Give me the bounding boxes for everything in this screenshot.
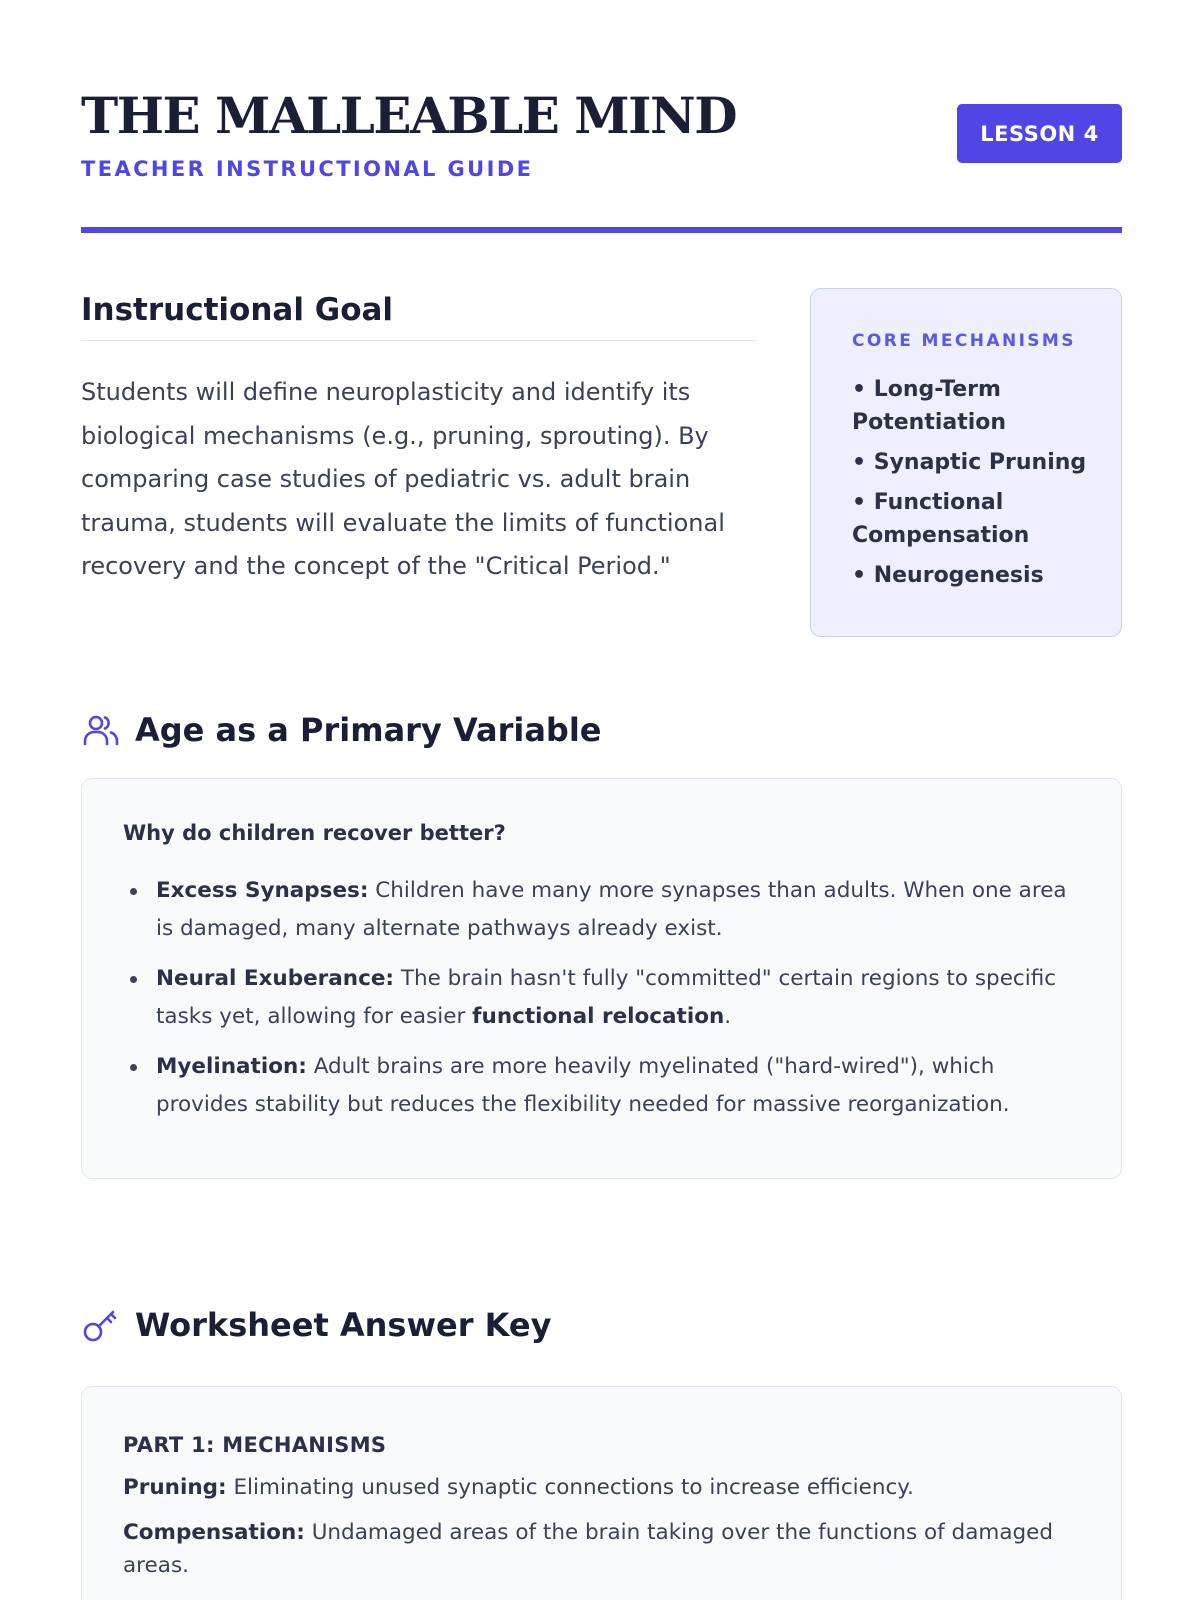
answer-item xyxy=(123,1516,1081,1582)
mechanism-item: • Synaptic Pruning xyxy=(852,450,1087,475)
users-icon xyxy=(81,710,121,750)
list-item xyxy=(123,1048,1081,1124)
answer-key-header xyxy=(81,1305,551,1345)
age-section-heading: Age as a Primary Variable xyxy=(135,711,602,749)
list-item xyxy=(123,872,1081,948)
goal-text: Students will define neuroplasticity and identify its biological mechanisms (e.g., pruning, sprouting). By comparing case studies of pediatric vs. adult brain trauma, students will evaluate the limits of functional recovery and the concept of the "Critical Period." xyxy=(81,378,725,580)
bullet-text: Adult brains are more heavily myelinated ("hard-wired"), which provides stability but reduces the flexibility needed for massive reorganization. xyxy=(156,1054,1010,1117)
age-bullet-list xyxy=(123,872,1081,1124)
lesson-badge: LESSON 4 xyxy=(957,104,1122,163)
bullet-text: The brain hasn't fully "committed" certain regions to specific tasks yet, allowing for easier xyxy=(156,966,1057,1029)
goal-divider xyxy=(81,340,756,341)
answer-item xyxy=(123,1471,1081,1504)
bullet-tail: . xyxy=(724,1004,732,1029)
age-section-header xyxy=(81,710,601,750)
mechanism-item: • Functional Compensation xyxy=(852,490,1030,548)
goal-heading: Instructional Goal xyxy=(81,292,394,328)
list-item xyxy=(123,960,1081,1036)
core-mechanisms-title: CORE MECHANISMS xyxy=(852,331,1076,351)
bullet-term: Excess Synapses: xyxy=(156,878,369,903)
age-variable-card xyxy=(81,778,1122,1179)
answer-term: Compensation: xyxy=(123,1520,305,1545)
page-header xyxy=(81,80,1122,232)
bullet-term: Neural Exuberance: xyxy=(156,966,395,991)
header-divider xyxy=(81,227,1122,233)
core-mechanisms-list xyxy=(852,373,1101,592)
bullet-emphasis: functional relocation xyxy=(472,1004,725,1029)
page-title: THE MALLEABLE MIND xyxy=(81,86,737,145)
key-icon xyxy=(81,1305,121,1345)
mechanism-item: • Neurogenesis xyxy=(852,563,1044,588)
page-subtitle: TEACHER INSTRUCTIONAL GUIDE xyxy=(81,157,534,181)
answer-key-card xyxy=(81,1386,1122,1600)
answer-key-heading: Worksheet Answer Key xyxy=(135,1306,552,1344)
age-question: Why do children recover better? xyxy=(123,821,506,845)
instructional-goal-section xyxy=(81,292,756,589)
answer-text: Eliminating unused synaptic connections to increase efficiency. xyxy=(226,1475,914,1500)
answer-term: Pruning: xyxy=(123,1475,227,1500)
bullet-term: Myelination: xyxy=(156,1054,307,1079)
part-title: PART 1: MECHANISMS xyxy=(123,1433,387,1457)
mechanism-item: • Long-Term Potentiation xyxy=(852,377,1007,435)
core-mechanisms-panel xyxy=(810,288,1122,637)
bullet-text: Children have many more synapses than adults. When one area is damaged, many alternate pathways already exist. xyxy=(156,878,1067,941)
answer-text: Undamaged areas of the brain taking over the functions of damaged areas. xyxy=(123,1520,1054,1578)
